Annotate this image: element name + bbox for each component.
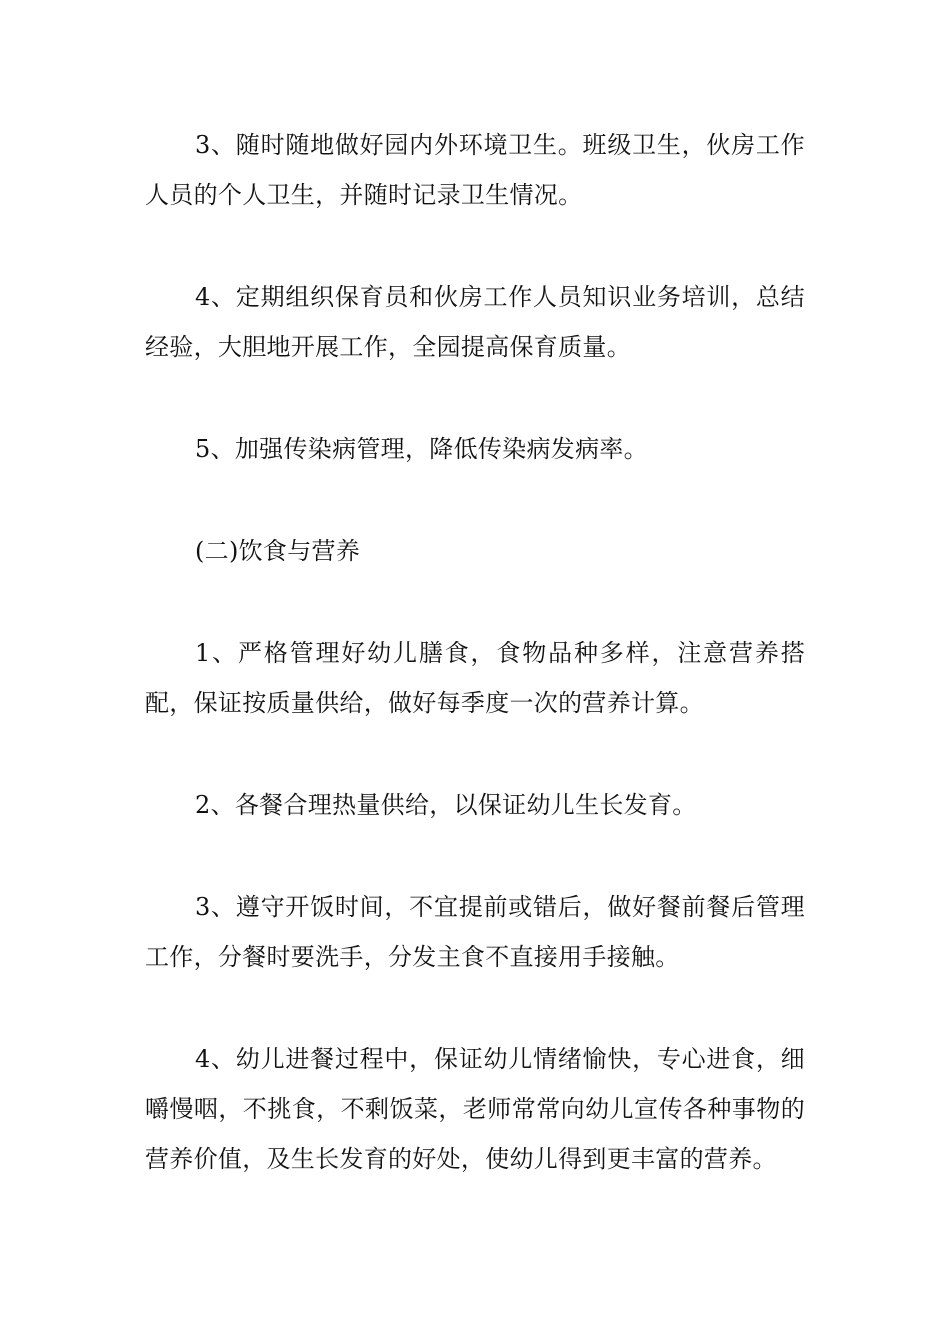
paragraph-disease-5: 5、加强传染病管理，降低传染病发病率。 [195,435,648,463]
paragraph-training-4: 4、定期组织保育员和伙房工作人员知识业务培训，总结经验，大胆地开展工作，全园提高保育质量。 [145,283,805,361]
paragraph-diet-3: 3、遵守开饭时间，不宜提前或错后，做好餐前餐后管理工作，分餐时要洗手，分发主食不直接用手接触。 [145,893,805,971]
paragraph-diet-4: 4、幼儿进餐过程中，保证幼儿情绪愉快，专心进食，细嚼慢咽，不挑食，不剩饭菜，老师常常向幼儿宣传各种事物的营养价值，及生长发育的好处，使幼儿得到更丰富的营养。 [145,1045,805,1173]
document-page [145,120,805,1184]
section-heading-diet-nutrition: (二)饮食与营养 [195,537,361,565]
paragraph-diet-1: 1、严格管理好幼儿膳食，食物品种多样，注意营养搭配，保证按质量供给，做好每季度一次的营养计算。 [145,639,805,717]
paragraph-diet-2: 2、各餐合理热量供给，以保证幼儿生长发育。 [195,791,697,819]
paragraph-hygiene-3: 3、随时随地做好园内外环境卫生。班级卫生，伙房工作人员的个人卫生，并随时记录卫生情况。 [145,131,805,209]
